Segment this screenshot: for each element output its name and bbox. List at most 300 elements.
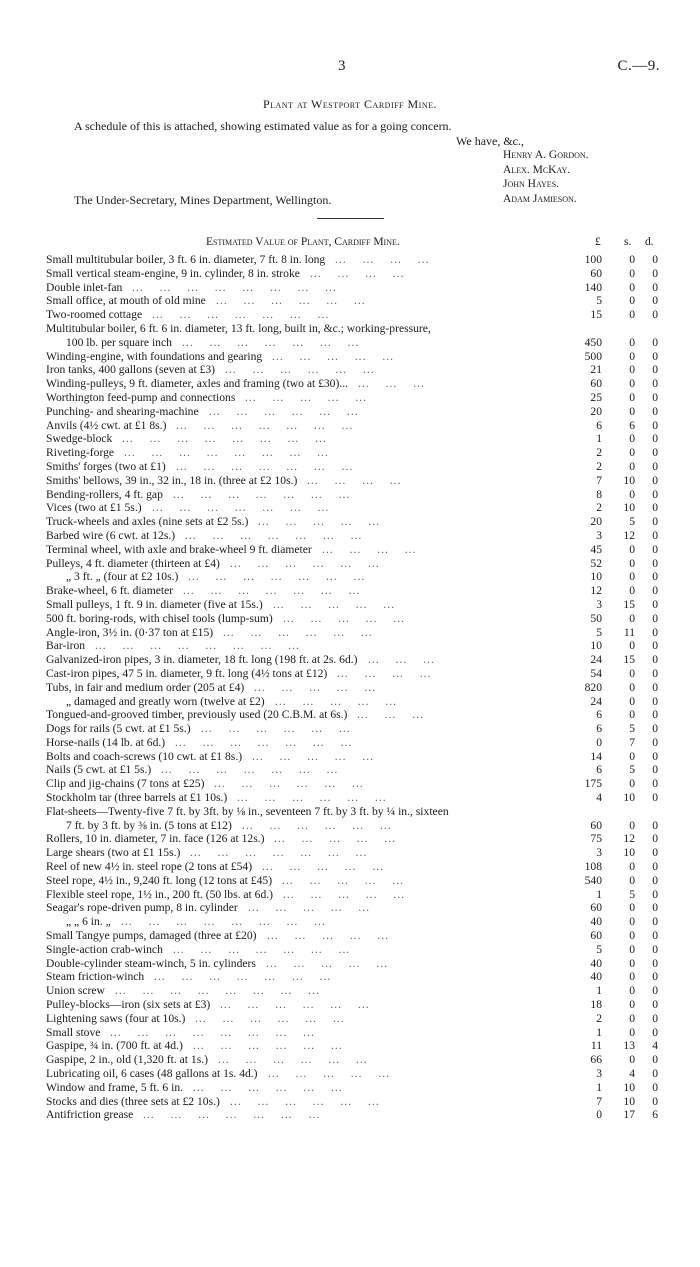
pounds-value: 15: [590, 308, 602, 322]
pounds-value: 60: [590, 266, 602, 280]
pounds-value: 0: [596, 735, 602, 749]
pence-value: 0: [652, 515, 658, 529]
leader-dots: ... ... ... ... ... ... ...: [176, 459, 354, 473]
leader-dots: ... ... ... ... ... ... ... ...: [122, 432, 327, 446]
shillings-value: 0: [629, 708, 635, 722]
shillings-value: 12: [623, 832, 635, 846]
table-row: [46, 460, 660, 474]
table-row: [46, 777, 660, 791]
table-row: [46, 1108, 660, 1122]
shillings-value: 0: [629, 349, 635, 363]
shillings-value: 17: [623, 1108, 635, 1122]
pounds-value: 8: [596, 487, 602, 501]
pence-value: 0: [652, 1025, 658, 1039]
item-description: Two-roomed cottage: [46, 308, 143, 322]
pounds-value: 3: [596, 846, 602, 860]
shillings-value: 0: [629, 777, 635, 791]
leader-dots: ... ... ... ... ... ...: [223, 625, 373, 639]
pounds-value: 175: [584, 777, 602, 791]
table-row: [46, 474, 660, 488]
table-row: [46, 294, 660, 308]
pounds-value: 52: [590, 556, 602, 570]
pence-value: 0: [652, 735, 658, 749]
pence-value: 0: [652, 390, 658, 404]
table-row: [46, 750, 660, 764]
table-row: [46, 405, 660, 419]
item-description: Bolts and coach-screws (10 cwt. at £1 8s.): [46, 749, 243, 763]
table-row: [46, 695, 660, 709]
pounds-value: 140: [584, 280, 602, 294]
leader-dots: ... ... ... ... ... ...: [230, 1094, 380, 1108]
pounds-value: 7: [596, 1094, 602, 1108]
table-row: [46, 901, 660, 915]
leader-dots: ... ... ... ... ... ... ...: [175, 735, 353, 749]
table-row: [46, 736, 660, 750]
leader-dots: ... ... ... ... ...: [272, 349, 395, 363]
pence-value: 0: [652, 446, 658, 460]
table-row: [46, 543, 660, 557]
shillings-value: 5: [629, 722, 635, 736]
table-row: [46, 763, 660, 777]
pounds-value: 40: [590, 915, 602, 929]
leader-dots: ... ... ... ... ... ...: [230, 556, 380, 570]
table-row: [46, 612, 660, 626]
shillings-value: 0: [629, 266, 635, 280]
item-description: Double-cylinder steam-winch, 5 in. cylinders: [46, 956, 256, 970]
pounds-value: 4: [596, 791, 602, 805]
item-description: Winding-engine, with foundations and gearing: [46, 349, 263, 363]
item-description: Seagar's rope-driven pump, 8 in. cylinder: [46, 901, 238, 915]
item-description: Small pulleys, 1 ft. 9 in. diameter (five at 15s.): [46, 597, 263, 611]
pence-value: 4: [652, 1039, 658, 1053]
pence-value: 0: [652, 653, 658, 667]
leader-dots: ... ... ...: [368, 653, 435, 667]
table-row: [46, 1012, 660, 1026]
pence-value: 0: [652, 611, 658, 625]
pence-value: 0: [652, 666, 658, 680]
item-description: Swedge-block: [46, 432, 113, 446]
pence-value: 0: [652, 308, 658, 322]
item-description: Pulley-blocks—iron (six sets at £3): [46, 998, 211, 1012]
item-description: Steam friction-winch: [46, 970, 145, 984]
table-row: [46, 1081, 660, 1095]
pence-value: 0: [652, 266, 658, 280]
item-description: Pulleys, 4 ft. diameter (thirteen at £4): [46, 556, 220, 570]
shillings-value: 0: [629, 280, 635, 294]
leader-dots: ... ... ... ...: [310, 266, 405, 280]
item-description: Single-action crab-winch: [46, 942, 163, 956]
item-description: „ „ 6 in. „: [66, 915, 111, 929]
pence-value: 0: [652, 377, 658, 391]
pence-value: 0: [652, 708, 658, 722]
leader-dots: ... ... ... ... ...: [267, 929, 390, 943]
leader-dots: ... ... ... ... ...: [262, 860, 385, 874]
item-description: Rollers, 10 in. diameter, 7 in. face (126 at 12s.): [46, 832, 265, 846]
shillings-value: 5: [629, 763, 635, 777]
leader-dots: ... ... ... ... ... ... ...: [185, 528, 363, 542]
table-row: [46, 915, 660, 929]
leader-dots: ... ... ... ... ...: [283, 887, 406, 901]
pence-value: 0: [652, 639, 658, 653]
leader-dots: ... ... ... ...: [307, 473, 402, 487]
shillings-value: 0: [629, 984, 635, 998]
shillings-value: 0: [629, 901, 635, 915]
pence-value: 0: [652, 556, 658, 570]
item-description: Union screw: [46, 984, 105, 998]
table-row: [46, 957, 660, 971]
pence-value: 0: [652, 998, 658, 1012]
pounds-value: 2: [596, 501, 602, 515]
table-row: [46, 1053, 660, 1067]
item-description: Truck-wheels and axles (nine sets at £2 5s.): [46, 515, 249, 529]
table-row: [46, 419, 660, 433]
item-description: Small Tangye pumps, damaged (three at £20): [46, 929, 257, 943]
pence-value: 0: [652, 818, 658, 832]
item-description: Horse-nails (14 lb. at 6d.): [46, 735, 166, 749]
leader-dots: ... ... ... ... ...: [266, 956, 389, 970]
shillings-value: 7: [629, 735, 635, 749]
item-description: Lightening saws (four at 10s.): [46, 1011, 186, 1025]
shillings-value: 0: [629, 294, 635, 308]
item-description: Small stove: [46, 1025, 101, 1039]
pence-value: 0: [652, 777, 658, 791]
pounds-value: 1: [596, 1080, 602, 1094]
pence-value: 0: [652, 970, 658, 984]
pence-value: 0: [652, 294, 658, 308]
shillings-value: 0: [629, 253, 635, 266]
pounds-value: 10: [590, 639, 602, 653]
table-row: [46, 998, 660, 1012]
pence-value: 6: [652, 1108, 658, 1122]
column-pounds: £: [595, 236, 601, 248]
table-row: [46, 432, 660, 446]
leader-dots: ... ... ... ... ... ... ...: [143, 1108, 321, 1122]
item-description: Dogs for rails (5 cwt. at £1 5s.): [46, 722, 191, 736]
shillings-value: 0: [629, 873, 635, 887]
table-row: [46, 267, 660, 281]
table-row: [46, 529, 660, 543]
shillings-value: 0: [629, 542, 635, 556]
shillings-value: 0: [629, 929, 635, 943]
leader-dots: ... ... ... ...: [337, 666, 432, 680]
pence-value: 0: [652, 1053, 658, 1067]
pounds-value: 540: [584, 873, 602, 887]
pounds-value: 14: [590, 749, 602, 763]
item-description: Flat-sheets—Twenty-five 7 ft. by 3ft. by ⅛ in., seventeen 7 ft. by 3 ft. by ¼ in., sixteen: [46, 804, 449, 818]
shillings-value: 0: [629, 570, 635, 584]
pounds-value: 24: [590, 694, 602, 708]
leader-dots: ... ... ... ... ...: [283, 611, 406, 625]
table-row: [46, 819, 660, 833]
shillings-value: 0: [629, 487, 635, 501]
table-row: [46, 832, 660, 846]
pence-value: 0: [652, 942, 658, 956]
pence-value: 0: [652, 1094, 658, 1108]
table-row: [46, 598, 660, 612]
leader-dots: ... ... ... ... ... ... ... ...: [115, 984, 320, 998]
shillings-value: 15: [623, 653, 635, 667]
shillings-value: 10: [623, 791, 635, 805]
leader-dots: ... ... ... ... ... ...: [195, 1011, 345, 1025]
pence-value: 0: [652, 763, 658, 777]
pounds-value: 2: [596, 1011, 602, 1025]
item-description: Multitubular boiler, 6 ft. 6 in. diameter, 13 ft. long, built in, &c.; working-pressure,: [46, 321, 431, 335]
item-description: Anvils (4½ cwt. at £1 8s.): [46, 418, 167, 432]
pence-value: 0: [652, 542, 658, 556]
table-row: [46, 350, 660, 364]
item-description: Large shears (two at £1 15s.): [46, 846, 181, 860]
pence-value: 0: [652, 487, 658, 501]
shillings-value: 0: [629, 1025, 635, 1039]
item-description: Steel rope, 4½ in., 9,240 ft. long (12 tons at £45): [46, 873, 273, 887]
signatory-1: Henry A. Gordon.: [503, 149, 589, 161]
pence-value: 0: [652, 363, 658, 377]
table-row: [46, 308, 660, 322]
pounds-value: 108: [584, 860, 602, 874]
item-description: 100 lb. per square inch: [66, 335, 172, 349]
pounds-value: 24: [590, 653, 602, 667]
pence-value: 0: [652, 1067, 658, 1081]
pence-value: 0: [652, 887, 658, 901]
shillings-value: 0: [629, 363, 635, 377]
leader-dots: ... ... ... ... ... ... ...: [173, 487, 351, 501]
item-description: Small multitubular boiler, 3 ft. 6 in. diameter, 7 ft. 8 in. long: [46, 253, 326, 266]
signatory-4: Adam Jamieson.: [503, 193, 577, 205]
shillings-value: 10: [623, 846, 635, 860]
leader-dots: ... ... ... ... ... ...: [225, 363, 375, 377]
item-description: Winding-pulleys, 9 ft. diameter, axles and framing (two at £30)...: [46, 377, 349, 391]
pounds-value: 6: [596, 708, 602, 722]
leader-dots: ... ... ... ... ... ... ...: [188, 570, 366, 584]
pounds-value: 50: [590, 611, 602, 625]
leader-dots: ... ... ... ... ... ... ... ...: [95, 639, 300, 653]
table-row: [46, 791, 660, 805]
table-row: [46, 846, 660, 860]
leader-dots: ... ... ...: [357, 708, 424, 722]
pounds-value: 6: [596, 763, 602, 777]
table-row: [46, 639, 660, 653]
item-description: Double inlet-fan: [46, 280, 123, 294]
item-description: Bending-rollers, 4 ft. gap: [46, 487, 163, 501]
pounds-value: 820: [584, 680, 602, 694]
shillings-value: 6: [629, 418, 635, 432]
table-row: [46, 722, 660, 736]
table-row: [46, 501, 660, 515]
leader-dots: ... ... ... ... ... ... ...: [173, 942, 351, 956]
leader-dots: ... ... ... ... ... ...: [193, 1080, 343, 1094]
leader-dots: ... ... ... ... ... ... ... ...: [110, 1025, 315, 1039]
table-row: [46, 970, 660, 984]
pence-value: 0: [652, 791, 658, 805]
pence-value: 0: [652, 1011, 658, 1025]
leader-dots: ... ... ... ... ... ... ...: [152, 308, 330, 322]
item-description: Bar-iron: [46, 639, 86, 653]
pence-value: 0: [652, 418, 658, 432]
pounds-value: 60: [590, 377, 602, 391]
item-description: 500 ft. boring-rods, with chisel tools (lump-sum): [46, 611, 273, 625]
pounds-value: 60: [590, 901, 602, 915]
table-row: [46, 281, 660, 295]
table-row: [46, 336, 660, 350]
shillings-value: 0: [629, 404, 635, 418]
closing: We have, &c.,: [456, 134, 525, 148]
pence-value: 0: [652, 832, 658, 846]
addressee: The Under-Secretary, Mines Department, Wellington.: [74, 193, 332, 207]
shillings-value: 0: [629, 1053, 635, 1067]
shillings-value: 0: [629, 680, 635, 694]
pence-value: 0: [652, 901, 658, 915]
pence-value: 0: [652, 528, 658, 542]
item-description: Tubs, in fair and medium order (205 at £4): [46, 680, 245, 694]
shillings-value: 15: [623, 597, 635, 611]
item-description: Worthington feed-pump and connections: [46, 390, 236, 404]
item-description: Riveting-forge: [46, 446, 115, 460]
pence-value: 0: [652, 584, 658, 598]
leader-dots: ... ... ... ... ... ...: [201, 722, 351, 736]
leader-dots: ... ... ... ... ...: [254, 680, 377, 694]
table-row: [46, 626, 660, 640]
pence-value: 0: [652, 929, 658, 943]
item-description: Vices (two at £1 5s.): [46, 501, 142, 515]
shillings-value: 10: [623, 1080, 635, 1094]
table-row: [46, 391, 660, 405]
pounds-value: 0: [596, 1108, 602, 1122]
table-row: [46, 377, 660, 391]
item-description: Stockholm tar (three barrels at £1 10s.): [46, 791, 228, 805]
divider: [317, 218, 384, 219]
shillings-value: 0: [629, 860, 635, 874]
item-description: Clip and jig-chains (7 tons at £25): [46, 777, 205, 791]
leader-dots: ... ... ... ...: [322, 542, 417, 556]
shillings-value: 0: [629, 432, 635, 446]
pounds-value: 500: [584, 349, 602, 363]
pounds-value: 20: [590, 515, 602, 529]
pounds-value: 3: [596, 528, 602, 542]
table-row: [46, 1095, 660, 1109]
table-row: [46, 322, 660, 336]
item-description: Tongued-and-grooved timber, previously used (20 C.B.M. at 6s.): [46, 708, 348, 722]
pence-value: 0: [652, 253, 658, 266]
leader-dots: ... ... ... ... ...: [275, 694, 398, 708]
pence-value: 0: [652, 984, 658, 998]
pounds-value: 3: [596, 1067, 602, 1081]
table-row: [46, 805, 660, 819]
item-description: Brake-wheel, 6 ft. diameter: [46, 584, 174, 598]
pounds-value: 20: [590, 404, 602, 418]
item-description: Terminal wheel, with axle and brake-wheel 9 ft. diameter: [46, 542, 312, 556]
table-row: [46, 557, 660, 571]
shillings-value: 0: [629, 377, 635, 391]
pounds-value: 1: [596, 887, 602, 901]
shillings-value: 5: [629, 887, 635, 901]
pounds-value: 66: [590, 1053, 602, 1067]
pounds-value: 100: [584, 253, 602, 266]
table-row: [46, 446, 660, 460]
shillings-value: 4: [629, 1067, 635, 1081]
pence-value: 0: [652, 625, 658, 639]
pence-value: 0: [652, 749, 658, 763]
leader-dots: ... ... ... ... ... ...: [209, 404, 359, 418]
item-description: Punching- and shearing-machine: [46, 404, 199, 418]
leader-dots: ... ... ... ... ... ... ...: [176, 418, 354, 432]
leader-dots: ... ... ... ... ... ... ... ...: [132, 280, 337, 294]
shillings-value: 0: [629, 915, 635, 929]
shillings-value: 12: [623, 528, 635, 542]
shillings-value: 10: [623, 501, 635, 515]
table-row: [46, 860, 660, 874]
pence-value: 0: [652, 915, 658, 929]
shillings-value: 11: [623, 625, 635, 639]
item-description: Gaspipe, ¾ in. (700 ft. at 4d.): [46, 1039, 183, 1053]
section-heading: Plant at Westport Cardiff Mine.: [262, 97, 438, 111]
table-row: [46, 253, 660, 267]
leader-dots: ... ... ... ... ... ...: [193, 1039, 343, 1053]
shillings-value: 0: [629, 942, 635, 956]
shillings-value: 10: [623, 1094, 635, 1108]
table-row: [46, 667, 660, 681]
shillings-value: 0: [629, 390, 635, 404]
leader-dots: ... ... ... ... ...: [245, 390, 368, 404]
leader-dots: ... ... ... ... ... ... ... ...: [121, 915, 326, 929]
pence-value: 0: [652, 432, 658, 446]
pounds-value: 5: [596, 942, 602, 956]
pence-value: 0: [652, 680, 658, 694]
column-pence: d.: [645, 236, 654, 248]
leader-dots: ... ... ... ... ... ...: [214, 777, 364, 791]
pence-value: 0: [652, 280, 658, 294]
item-description: Galvanized-iron pipes, 3 in. diameter, 18 ft. long (198 ft. at 2s. 6d.): [46, 653, 358, 667]
pounds-value: 40: [590, 956, 602, 970]
table-row: [46, 584, 660, 598]
table-row: [46, 888, 660, 902]
leader-dots: ... ... ... ... ...: [258, 515, 381, 529]
table-row: [46, 943, 660, 957]
table-row: [46, 570, 660, 584]
leader-dots: ... ... ...: [358, 377, 425, 391]
pounds-value: 2: [596, 446, 602, 460]
item-description: Angle-iron, 3½ in. (0·37 ton at £15): [46, 625, 214, 639]
leader-dots: ... ... ... ... ... ...: [216, 294, 366, 308]
pounds-value: 25: [590, 390, 602, 404]
pence-value: 0: [652, 694, 658, 708]
table-row: [46, 363, 660, 377]
pounds-value: 7: [596, 473, 602, 487]
item-description: Smiths' forges (two at £1): [46, 459, 166, 473]
table-row: [46, 488, 660, 502]
leader-dots: ... ... ... ... ... ... ...: [190, 846, 368, 860]
shillings-value: 10: [623, 473, 635, 487]
shillings-value: 0: [629, 818, 635, 832]
pence-value: 0: [652, 956, 658, 970]
shillings-value: 0: [629, 956, 635, 970]
shillings-value: 0: [629, 694, 635, 708]
pence-value: 0: [652, 1080, 658, 1094]
pence-value: 0: [652, 873, 658, 887]
shillings-value: 0: [629, 584, 635, 598]
item-description: Gaspipe, 2 in., old (1,320 ft. at 1s.): [46, 1053, 208, 1067]
pounds-value: 75: [590, 832, 602, 846]
pence-value: 0: [652, 846, 658, 860]
shillings-value: 0: [629, 611, 635, 625]
pounds-value: 60: [590, 929, 602, 943]
shillings-value: 0: [629, 459, 635, 473]
leader-dots: ... ... ... ... ...: [273, 597, 396, 611]
item-description: Stocks and dies (three sets at £2 10s.): [46, 1094, 220, 1108]
table-title: Estimated Value of Plant, Cardiff Mine.: [206, 236, 400, 248]
item-description: Lubricating oil, 6 cases (48 gallons at 1s. 4d.): [46, 1067, 258, 1081]
pounds-value: 1: [596, 984, 602, 998]
pounds-value: 3: [596, 597, 602, 611]
